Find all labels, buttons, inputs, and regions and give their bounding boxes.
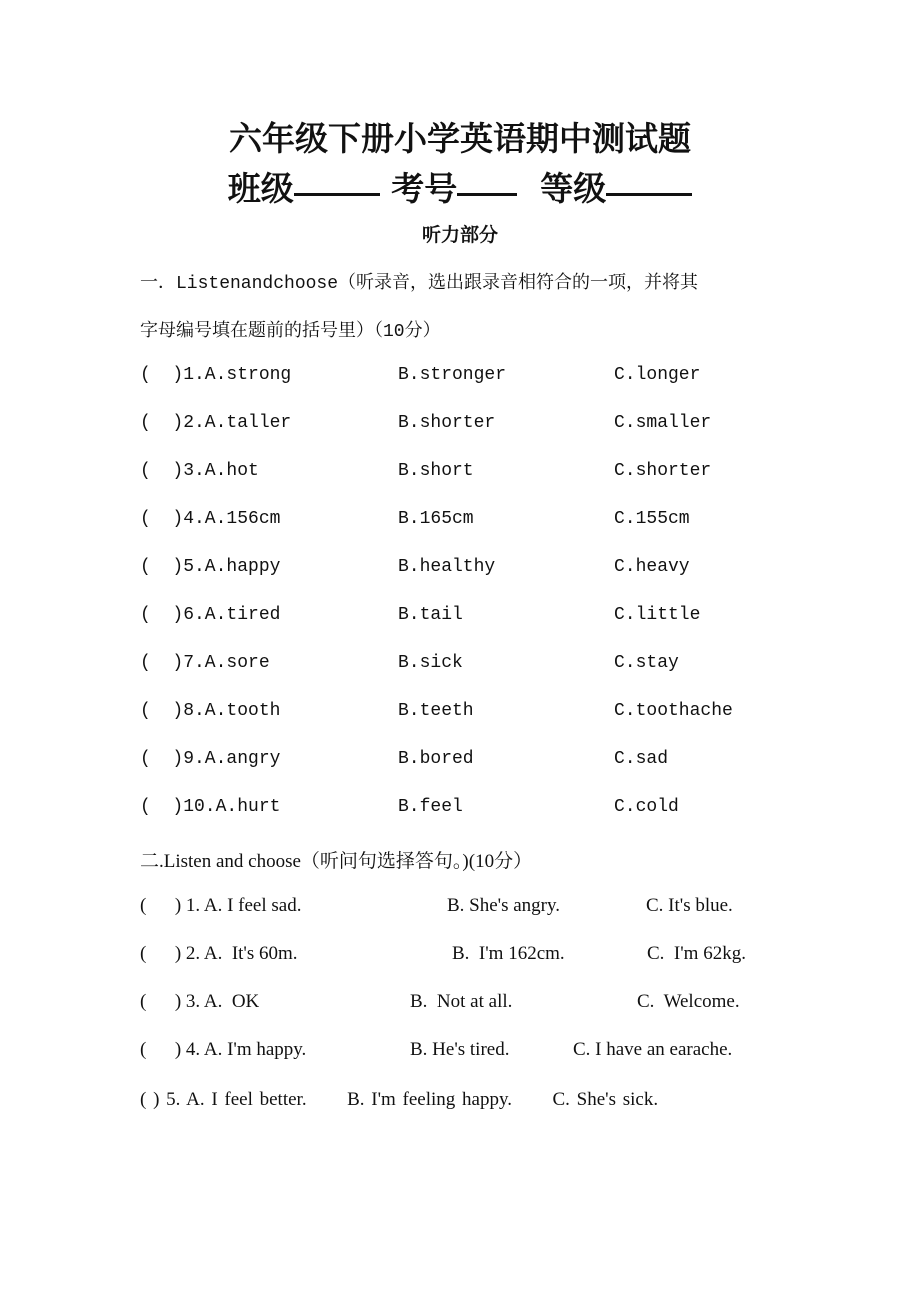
- option-b: B.165cm: [398, 509, 474, 529]
- option-cell: [140, 461, 398, 481]
- option-cell: [398, 653, 614, 673]
- option-c: C. I'm 62kg.: [647, 943, 746, 964]
- option-cell: [614, 509, 690, 529]
- grade-label: 等级: [540, 169, 607, 208]
- option-cell: [140, 749, 398, 769]
- option-cell: [637, 991, 740, 1013]
- option-b: B.shorter: [398, 413, 496, 433]
- option-c: C.little: [614, 605, 701, 625]
- option-cell: [614, 797, 679, 817]
- option-a: taller: [226, 413, 292, 433]
- option-a: tooth: [226, 701, 281, 721]
- option-a: I feel sad.: [227, 895, 302, 916]
- option-cell: [398, 557, 614, 577]
- option-a: tired: [226, 605, 281, 625]
- option-cell: [614, 749, 668, 769]
- number-label: 考号: [391, 169, 458, 208]
- section-heading: 听力部分: [421, 224, 498, 246]
- answer-bracket[interactable]: ( )4.A.: [140, 509, 227, 529]
- option-cell: [140, 943, 452, 965]
- option-cell: [614, 557, 690, 577]
- option-c: C.heavy: [614, 557, 690, 577]
- grade-blank[interactable]: [606, 163, 692, 196]
- part1-instruction-cont: 字母编号填在题前的括号里）（10分）: [140, 322, 441, 342]
- option-cell: [452, 943, 647, 965]
- option-cell: [614, 653, 679, 673]
- option-a: I'm happy.: [227, 1039, 307, 1060]
- option-a: hot: [226, 461, 259, 481]
- question-row: [140, 797, 679, 823]
- option-cell: [614, 365, 700, 385]
- question-row: [140, 749, 668, 775]
- answer-bracket[interactable]: ( )3.A.: [140, 461, 227, 481]
- option-b: B. I'm 162cm.: [452, 943, 565, 964]
- option-c: C. Welcome.: [637, 991, 740, 1012]
- answer-bracket[interactable]: ( ) 5. A.: [140, 1089, 205, 1110]
- option-c: C.stay: [614, 653, 679, 673]
- option-b: B.short: [398, 461, 474, 481]
- option-a: happy: [226, 557, 281, 577]
- option-cell: [410, 991, 637, 1013]
- option-cell: [614, 605, 700, 625]
- option-cell: [614, 413, 711, 433]
- question-row: [140, 653, 679, 679]
- question-row: [140, 895, 733, 921]
- option-b: B. I'm feeling happy.: [347, 1089, 512, 1110]
- question-row: [140, 509, 690, 535]
- option-cell: [140, 509, 398, 529]
- question-row: [140, 605, 700, 631]
- option-cell: [398, 605, 614, 625]
- option-c: C.shorter: [614, 461, 712, 481]
- option-cell: [398, 749, 614, 769]
- option-a: 156cm: [226, 509, 281, 529]
- answer-bracket[interactable]: ( )10.A.: [140, 797, 238, 817]
- option-c: C.smaller: [614, 413, 712, 433]
- answer-bracket[interactable]: ( )8.A.: [140, 701, 227, 721]
- option-cell: [398, 797, 614, 817]
- class-blank[interactable]: [294, 163, 380, 196]
- question-row: [140, 1076, 785, 1124]
- option-cell: [140, 895, 447, 917]
- answer-bracket[interactable]: ( ) 3.: [140, 991, 201, 1012]
- option-b: B.feel: [398, 797, 463, 817]
- option-c: C. She's sick.: [552, 1089, 659, 1110]
- option-a: A. OK: [203, 991, 260, 1012]
- option-cell: [614, 701, 733, 721]
- answer-bracket[interactable]: ( )2.A.: [140, 413, 227, 433]
- option-a: sore: [226, 653, 270, 673]
- option-cell: [398, 509, 614, 529]
- answer-bracket[interactable]: ( )6.A.: [140, 605, 227, 625]
- option-c: C.sad: [614, 749, 669, 769]
- number-blank[interactable]: [457, 163, 517, 196]
- option-cell: [398, 461, 614, 481]
- option-cell: [398, 365, 614, 385]
- question-row: [140, 943, 746, 969]
- answer-bracket[interactable]: ( ) 1. A.: [140, 895, 223, 916]
- option-cell: [410, 1039, 573, 1061]
- option-cell: [140, 557, 398, 577]
- option-c: C. It's blue.: [646, 895, 733, 916]
- option-cell: [140, 413, 398, 433]
- question-row: [140, 991, 740, 1017]
- option-cell: [140, 365, 398, 385]
- answer-bracket[interactable]: ( )7.A.: [140, 653, 227, 673]
- question-row: [140, 701, 733, 727]
- option-a: strong: [226, 365, 292, 385]
- option-b: B.tail: [398, 605, 463, 625]
- option-cell: [646, 895, 733, 917]
- class-label: 班级: [227, 169, 294, 208]
- option-c: C. I have an earache.: [573, 1039, 733, 1060]
- question-row: [140, 461, 711, 487]
- student-info-fields: [0, 163, 920, 210]
- part2-instruction: 二.Listen and choose（听问句选择答句。)(10分）: [140, 851, 533, 872]
- question-row: [140, 413, 711, 439]
- option-b: B.bored: [398, 749, 474, 769]
- option-b: B.healthy: [398, 557, 496, 577]
- option-c: C.cold: [614, 797, 679, 817]
- option-cell: [140, 605, 398, 625]
- option-b: B.sick: [398, 653, 463, 673]
- option-a: hurt: [237, 797, 281, 817]
- option-cell: [614, 461, 711, 481]
- option-b: B.teeth: [398, 701, 474, 721]
- answer-bracket[interactable]: ( ) 4. A.: [140, 1039, 223, 1060]
- answer-bracket[interactable]: ( )9.A.: [140, 749, 227, 769]
- option-b: B.stronger: [398, 365, 507, 385]
- answer-bracket[interactable]: ( )1.A.: [140, 365, 227, 385]
- option-cell: [140, 701, 398, 721]
- option-a: angry: [226, 749, 281, 769]
- option-cell: [140, 991, 410, 1013]
- question-row: [140, 557, 690, 583]
- option-cell: [573, 1039, 732, 1061]
- option-cell: [398, 701, 614, 721]
- option-b: B. Not at all.: [410, 991, 513, 1012]
- part1-instruction: 一．Listenandchoose（听录音，选出跟录音相符合的一项，并将其: [140, 274, 699, 294]
- option-cell: [447, 895, 646, 917]
- option-a: A. It's 60m.: [203, 943, 298, 964]
- option-b: B. She's angry.: [447, 895, 561, 916]
- option-c: C.toothache: [614, 701, 733, 721]
- question-row: [140, 1039, 732, 1065]
- answer-bracket[interactable]: ( )5.A.: [140, 557, 227, 577]
- page-title: 六年级下册小学英语期中测试题: [229, 119, 691, 158]
- option-cell: [398, 413, 614, 433]
- question-row: [140, 365, 700, 391]
- option-cell: [140, 797, 398, 817]
- option-cell: [140, 653, 398, 673]
- option-c: C.155cm: [614, 509, 690, 529]
- option-c: C.longer: [614, 365, 701, 385]
- option-cell: [647, 943, 746, 965]
- option-cell: [140, 1039, 410, 1061]
- answer-bracket[interactable]: ( ) 2.: [140, 943, 201, 964]
- option-a: I feel better.: [211, 1089, 307, 1110]
- option-b: B. He's tired.: [410, 1039, 510, 1060]
